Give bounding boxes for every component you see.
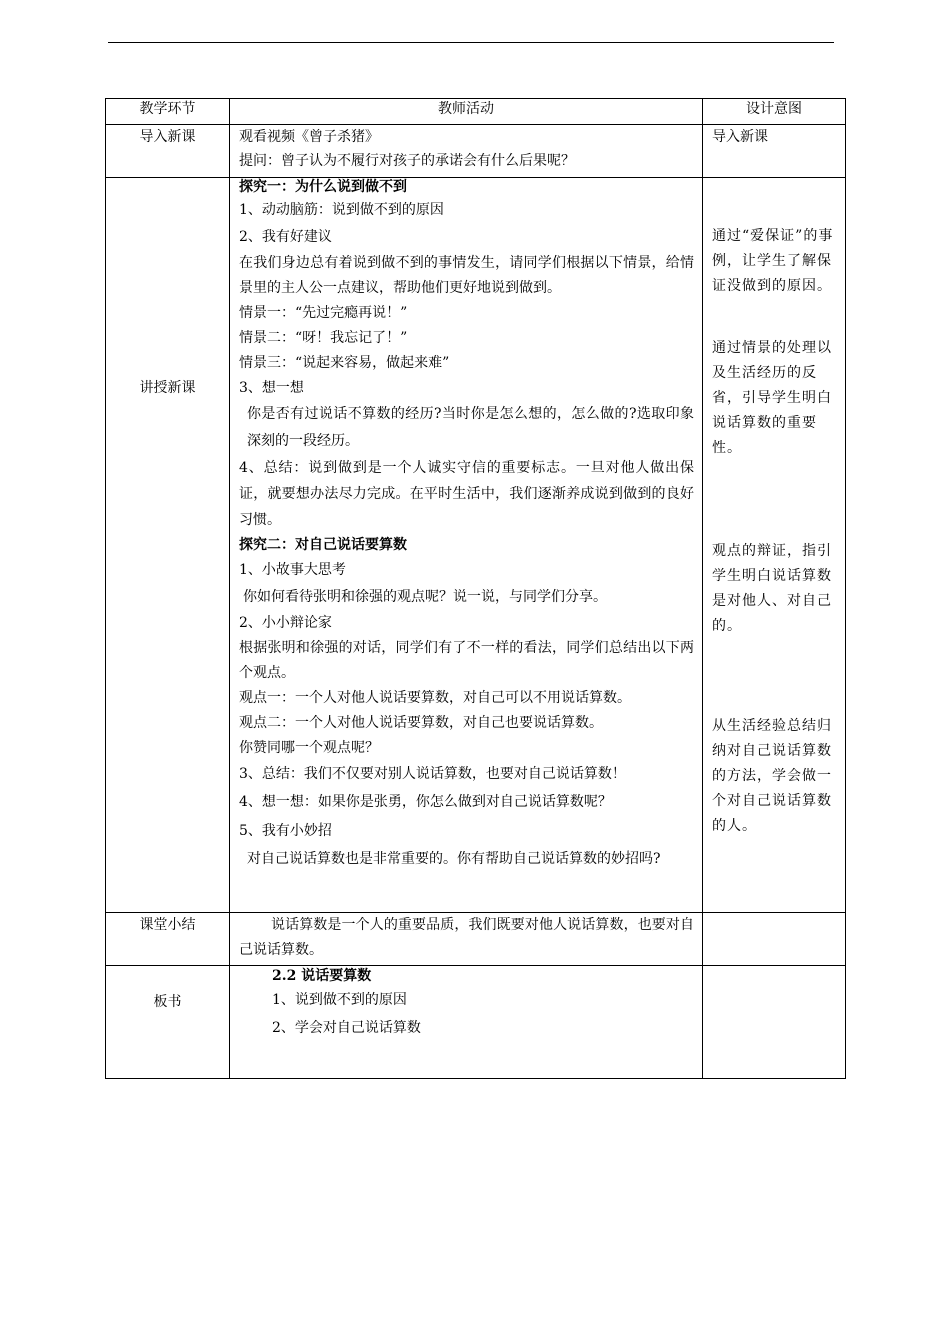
p1-scene3: 情景三：“说起来容易，做起来难” (239, 355, 450, 371)
board-intent (703, 966, 846, 1079)
intro-activity (230, 125, 703, 178)
board-content (230, 966, 703, 1079)
p2-item1: 1、小故事大思考 (239, 562, 346, 578)
board-title: 2.2 说话要算数 (272, 968, 372, 984)
p2-item5: 5、我有小妙招 (239, 823, 332, 839)
p2-view2: 观点二：一个人对他人说话要算数，对自己也要说话算数。 (239, 715, 603, 731)
intro-line-1: 观看视频《曾子杀猪》 (239, 129, 379, 145)
board-stage-label: 板书 (153, 994, 182, 1010)
board-item-2: 2、学会对自己说话算数 (272, 1020, 421, 1036)
lesson-plan-table (105, 98, 846, 1079)
p2-line1: 你如何看待张明和徐强的观点呢？说一说，与同学们分享。 (243, 589, 607, 605)
p1-para1: 在我们身边总有着说到做不到的事情发生，请同学们根据以下情景，给情景里的主人公一点建议，帮助他们更好地说到做到。 (239, 255, 694, 296)
p1-item1: 1、动动脑筋：说到做不到的原因 (239, 202, 444, 218)
intro-stage: 导入新课 (106, 125, 230, 178)
summary-row (106, 913, 846, 966)
intent-4: 从生活经验总结归纳对自己说话算数的方法，学会做一个对自己说话算数的人。 (712, 718, 832, 834)
p1-para3: 4、总结：说到做到是一个人诚实守信的重要标志。一旦对他人做出保证，就要想办法尽力完成。在平时生活中，我们逐渐养成说到做到的良好习惯。 (239, 460, 694, 528)
header-stage: 教学环节 (106, 99, 230, 125)
p1-para2: 你是否有过说话不算数的经历?当时你是怎么想的，怎么做的?选取印象深刻的一段经历。 (247, 406, 694, 449)
teach-activity (230, 178, 703, 913)
board-item-1: 1、说到做不到的原因 (272, 992, 407, 1008)
board-stage (106, 966, 230, 1079)
p2-question: 你赞同哪一个观点呢？ (239, 740, 379, 756)
table-header-row (106, 99, 846, 125)
teach-stage (106, 178, 230, 913)
p2-item2: 2、小小辩论家 (239, 615, 332, 631)
summary-text (230, 913, 703, 966)
part1-title: 探究一：为什么说到做不到 (239, 179, 407, 195)
p1-scene2: 情景二：“呀！我忘记了！” (239, 330, 408, 346)
summary-paragraph: 说话算数是一个人的重要品质，我们既要对他人说话算数，也要对自己说话算数。 (239, 917, 694, 958)
teach-row (106, 178, 846, 913)
intent-2: 通过情景的处理以及生活经历的反省，引导学生明白说话算数的重要性。 (712, 340, 832, 456)
header-activity: 教师活动 (230, 99, 703, 125)
p2-view1: 观点一：一个人对他人说话要算数，对自己可以不用说话算数。 (239, 690, 631, 706)
p2-para1: 根据张明和徐强的对话，同学们有了不一样的看法，同学们总结出以下两个观点。 (239, 640, 694, 681)
intro-intent: 导入新课 (703, 125, 846, 178)
p2-item4: 4、想一想：如果你是张勇，你怎么做到对自己说话算数呢？ (239, 794, 612, 810)
summary-stage: 课堂小结 (106, 913, 230, 966)
intro-line-2: 提问：曾子认为不履行对孩子的承诺会有什么后果呢？ (239, 153, 575, 169)
teach-stage-label: 讲授新课 (139, 380, 196, 396)
header-intent: 设计意图 (703, 99, 846, 125)
part2-title: 探究二：对自己说话要算数 (239, 537, 407, 553)
header-rule (108, 42, 834, 43)
p1-item3: 3、想一想 (239, 380, 304, 396)
board-row (106, 966, 846, 1079)
summary-intent (703, 913, 846, 966)
teach-intent (703, 178, 846, 913)
intent-1: 通过“爱保证”的事例，让学生了解保证没做到的原因。 (712, 228, 834, 294)
p2-item3: 3、总结：我们不仅要对别人说话算数，也要对自己说话算数！ (239, 766, 626, 782)
intro-row (106, 125, 846, 178)
p1-item2: 2、我有好建议 (239, 229, 332, 245)
p1-scene1: 情景一：“先过完瘾再说！” (239, 305, 408, 321)
p2-para2: 对自己说话算数也是非常重要的。你有帮助自己说话算数的妙招吗? (247, 851, 661, 867)
intent-3: 观点的辩证，指引学生明白说话算数是对他人、对自己的。 (712, 543, 832, 634)
